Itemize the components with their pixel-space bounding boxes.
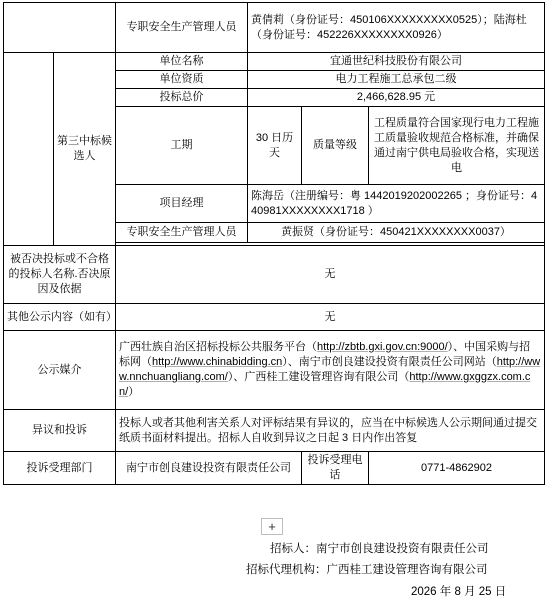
- result-table: [3, 2, 545, 485]
- complaint-phone-label: 投诉受理电话: [302, 452, 369, 485]
- safety-manager-label: 专职安全生产管理人员: [116, 3, 248, 53]
- blank-cell: [4, 3, 116, 53]
- project-manager-label: 项目经理: [116, 185, 248, 223]
- link-nnchuangliang[interactable]: http://www.nnchuangliang.com/: [119, 356, 541, 383]
- safety-manager-value: 黄倩莉（身份证号：450106XXXXXXXXX0525）；陆海杜（身份证号：452226XXXXXXXX0926）: [248, 3, 545, 53]
- duration-value: 30 日历天: [248, 107, 302, 185]
- unit-name-value: 宜通世纪科技股份有限公司: [248, 53, 545, 71]
- other-value: 无: [116, 304, 545, 331]
- objection-value: 投标人或者其他利害关系人对评标结果有异议的，应当在中标候选人公示期间通过提交纸质书面材料提出。招标人自收到异议之日起 3 日内作出答复: [116, 410, 545, 452]
- qualification-label: 单位资质: [116, 71, 248, 89]
- third-candidate-label: 第三中标候选人: [54, 53, 116, 246]
- media-text: 广西壮族自治区招标投标公共服务平台（: [119, 341, 317, 353]
- date-text: 2026 年 8 月 25 日: [411, 586, 507, 598]
- media-text: ）: [128, 386, 140, 398]
- rejected-value: 无: [116, 246, 545, 304]
- qualification-value: 电力工程施工总承包二级: [248, 71, 545, 89]
- quality-label: 质量等级: [302, 107, 369, 185]
- media-value: [116, 331, 545, 410]
- media-label: 公示媒介: [4, 331, 116, 410]
- other-label: 其他公示内容（如有）: [4, 304, 116, 331]
- bid-total-label: 投标总价: [116, 89, 248, 107]
- tenderer-signature: 招标人：南宁市创良建设投资有限责任公司: [270, 543, 489, 555]
- rejected-label: 被否决投标或不合格的投标人名称.否决原因及依据: [4, 246, 116, 304]
- media-text: ）、南宁市创良建设投资有限责任公司网站（: [282, 356, 497, 368]
- blank-cell: [4, 53, 54, 246]
- plus-button[interactable]: +: [261, 518, 283, 535]
- link-chinabidding[interactable]: http://www.chinabidding.cn: [152, 356, 283, 368]
- bid-total-value: 2,466,628.95 元: [248, 89, 545, 107]
- unit-name-label: 单位名称: [116, 53, 248, 71]
- safety-manager-value: 黄振贤（身份证号：450421XXXXXXXX0037）: [248, 223, 545, 243]
- safety-manager-label: 专职安全生产管理人员: [116, 223, 248, 243]
- complaint-dept-value: 南宁市创良建设投资有限责任公司: [116, 452, 302, 485]
- project-manager-value: 陈海岳（注册编号：粤 1442019202002265 ；身份证号：440981XXXXXXXX1718 ）: [248, 185, 545, 223]
- quality-value: 工程质量符合国家现行电力工程施工质量验收规范合格标准，并确保通过南宁供电局验收合格，实现送电: [369, 107, 545, 185]
- objection-label: 异议和投诉: [4, 410, 116, 452]
- agency-signature: 招标代理机构：广西桂工建设管理咨询有限公司: [246, 564, 488, 576]
- complaint-dept-label: 投诉受理部门: [4, 452, 116, 485]
- complaint-phone-value: 0771-4862902: [369, 452, 545, 485]
- link-gxggzx[interactable]: http://www.gxggzx.com.cn/: [119, 371, 531, 398]
- media-text: ）、广西桂工建设管理咨询有限公司（: [227, 371, 410, 383]
- duration-label: 工期: [116, 107, 248, 185]
- link-gxi[interactable]: http://zbtb.gxi.gov.cn:9000/: [317, 341, 448, 353]
- media-text: ）、中国采购与招标网（: [119, 341, 531, 368]
